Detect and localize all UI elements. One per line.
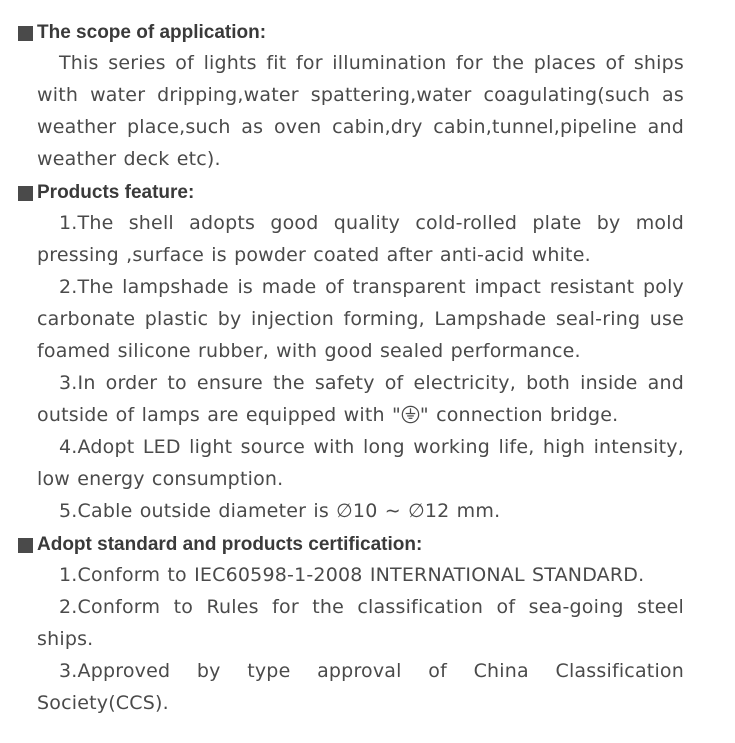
paragraph-text: 4.Adopt LED light source with long working life, high intensity, low energy consumption.	[37, 436, 684, 490]
section-heading-scope	[18, 22, 266, 44]
paragraph-text: 2.Conform to Rules for the classification of sea-going steel ships.	[37, 596, 684, 650]
feature-item-1	[37, 207, 684, 271]
paragraph-text: 2.The lampshade is made of transparent impact resistant poly carbonate plastic by injection forming, Lampshade seal-ring use foamed silicone rubber, with good sealed performance.	[37, 276, 684, 362]
paragraph-text: 1.Conform to IEC60598-1-2008 INTERNATIONAL STANDARD.	[59, 564, 645, 586]
heading-text: The scope of application:	[37, 22, 267, 43]
feature-item-2	[37, 271, 684, 367]
certification-item-1	[37, 559, 684, 591]
square-bullet-icon	[18, 538, 33, 553]
paragraph-text: 5.Cable outside diameter is ∅10 ∼ ∅12 mm.	[59, 500, 501, 522]
earth-ground-icon	[401, 405, 420, 424]
certification-item-3	[37, 655, 684, 719]
paragraph-text: 3.Approved by type approval of China Classification Society(CCS).	[37, 660, 684, 714]
paragraph-scope	[37, 47, 684, 175]
paragraph-text: 1.The shell adopts good quality cold-rolled plate by mold pressing ,surface is powder coated after anti-acid white.	[37, 212, 684, 266]
square-bullet-icon	[18, 186, 33, 201]
heading-text: Products feature:	[37, 182, 195, 203]
feature-item-3	[37, 367, 684, 431]
section-heading-features	[18, 182, 194, 204]
paragraph-text: " connection bridge.	[419, 404, 619, 426]
square-bullet-icon	[18, 26, 33, 41]
section-heading-certification	[18, 534, 422, 556]
feature-item-5	[37, 495, 684, 527]
paragraph-text: This series of lights fit for illumination for the places of ships with water dripping,water spattering,water coagulating(such as weather place,such as oven cabin,dry cabin,tunnel,pipeline and weather deck etc).	[37, 52, 684, 170]
paragraph-text: 3.In order to ensure the safety of electricity, both inside and outside of lamps are equipped with "	[37, 372, 684, 426]
certification-item-2	[37, 591, 684, 655]
feature-item-4	[37, 431, 684, 495]
heading-text: Adopt standard and products certification:	[37, 534, 423, 555]
